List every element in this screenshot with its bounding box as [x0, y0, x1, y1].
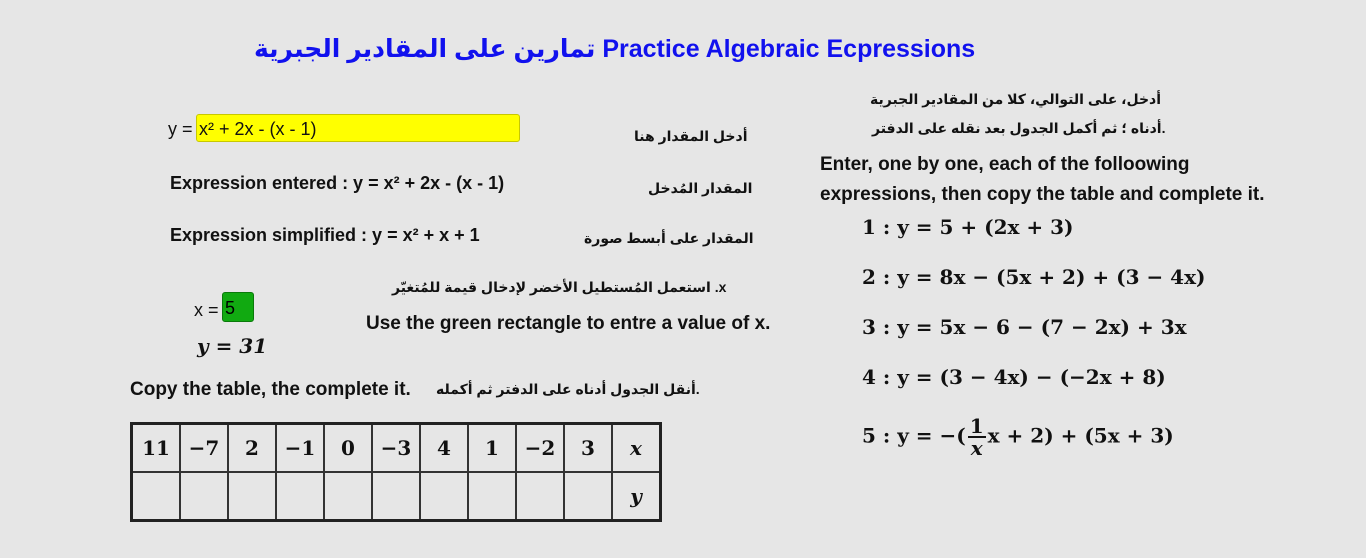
table-cell: 0 — [324, 424, 372, 473]
table-cell-empty — [180, 472, 228, 521]
page-title: تمارين على المقادير الجبرية Practice Algebraic Ecpressions — [254, 35, 976, 63]
copy-table-en: Copy the table, the complete it. — [130, 379, 411, 400]
entered-ar-label: المقدار المُدخل — [648, 180, 753, 196]
x-header-cell: x — [612, 424, 661, 473]
table-cell-empty — [228, 472, 276, 521]
y-header-cell: y — [612, 472, 661, 521]
x-value-input[interactable]: 5 — [222, 292, 254, 322]
expression-simplified: Expression simplified : y = x² + x + 1 — [170, 225, 480, 245]
expression-1: 1 : y = 5 + (2x + 3) — [862, 215, 1074, 239]
table-cell: −3 — [372, 424, 420, 473]
table-cell-empty — [372, 472, 420, 521]
table-cell-empty — [420, 472, 468, 521]
fraction-numerator: 1 — [969, 414, 984, 438]
expression-3: 3 : y = 5x − 6 − (7 − 2x) + 3x — [862, 315, 1187, 339]
table-cell-empty — [276, 472, 324, 521]
instructions-en-1: Enter, one by one, each of the folloowing — [820, 154, 1190, 175]
copy-table-ar: .أنقل الجدول أدناه على الدفتر ثم أكمله — [436, 381, 700, 397]
table-cell: −7 — [180, 424, 228, 473]
x-row — [132, 424, 661, 473]
green-hint-ar: x. استعمل المُستطيل الأخضر لإدخال قيمة للمُتغيّر — [392, 279, 727, 295]
table-cell: 3 — [564, 424, 612, 473]
table-cell: 2 — [228, 424, 276, 473]
table-cell: −1 — [276, 424, 324, 473]
values-table — [130, 422, 662, 522]
x-input-prefix: x = — [194, 300, 219, 320]
table-cell-empty — [564, 472, 612, 521]
simplified-ar-label: المقدار على أبسط صورة — [584, 230, 754, 246]
fraction-denominator: x — [970, 436, 983, 460]
y-row — [132, 472, 661, 521]
table-cell: 11 — [132, 424, 181, 473]
instructions-ar-1: أدخل، على التوالي، كلا من المقادير الجبرية — [870, 91, 1162, 107]
green-hint-en: Use the green rectangle to entre a value of x. — [366, 313, 771, 334]
y-result: y = 31 — [197, 334, 268, 358]
instructions-ar-2: .أدناه ؛ ثم أكمل الجدول بعد نقله على الدفتر — [872, 120, 1166, 136]
expression-4: 4 : y = (3 − 4x) − (−2x + 8) — [862, 365, 1166, 389]
input-ar-label: أدخل المقدار هنا — [634, 128, 748, 144]
table-cell: 1 — [468, 424, 516, 473]
expression-input[interactable]: x² + 2x - (x - 1) — [196, 114, 520, 142]
expression-5-prefix: 5 : y = −( — [862, 423, 966, 448]
table-cell: 4 — [420, 424, 468, 473]
expression-5-suffix: x + 2) + (5x + 3) — [987, 423, 1174, 448]
expression-entered: Expression entered : y = x² + 2x - (x - 1) — [170, 173, 505, 193]
table-cell-empty — [324, 472, 372, 521]
table-cell-empty — [516, 472, 564, 521]
table-cell: −2 — [516, 424, 564, 473]
input-prefix: y = — [168, 119, 193, 139]
table-cell-empty — [468, 472, 516, 521]
fraction — [968, 416, 986, 458]
expression-2: 2 : y = 8x − (5x + 2) + (3 − 4x) — [862, 265, 1206, 289]
instructions-en-2: expressions, then copy the table and complete it. — [820, 184, 1265, 205]
expression-5 — [862, 416, 1174, 458]
table-cell-empty — [132, 472, 181, 521]
